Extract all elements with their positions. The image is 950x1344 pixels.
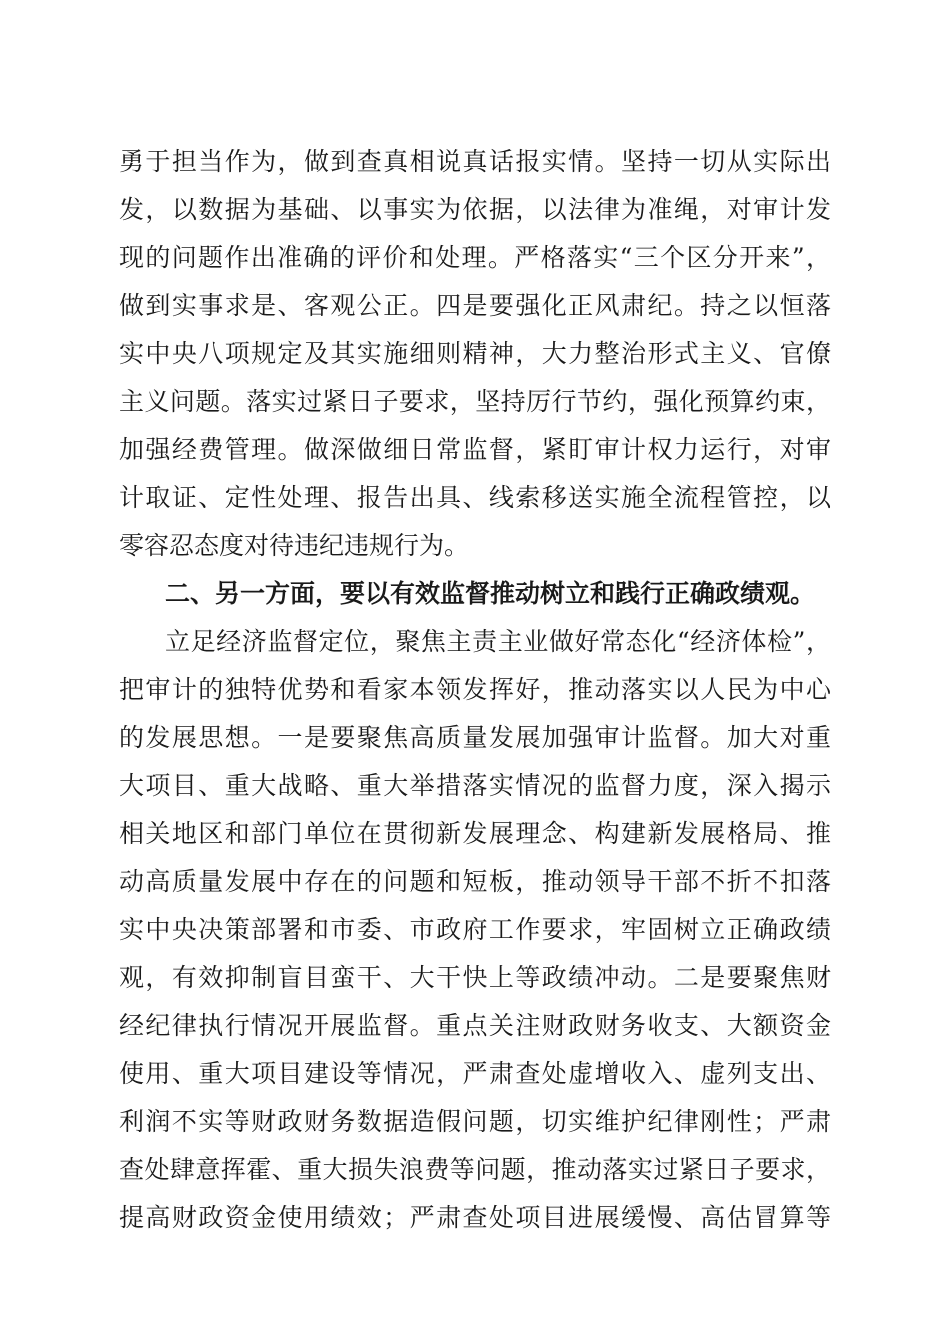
- text-line: 立足经济监督定位，聚焦主责主业做好常态化“经济体检”，: [165, 627, 831, 656]
- text-line: 查处肆意挥霍、重大损失浪费等问题，推动落实过紧日子要求，: [119, 1155, 831, 1184]
- text-line: 实中央八项规定及其实施细则精神，大力整治形式主义、官僚: [119, 339, 831, 368]
- text-line: 计取证、定性处理、报告出具、线索移送实施全流程管控，以: [119, 483, 831, 512]
- paragraph-1: [119, 138, 831, 570]
- text-line: 提高财政资金使用绩效；严肃查处项目进展缓慢、高估冒算等: [119, 1203, 831, 1232]
- text-line: 动高质量发展中存在的问题和短板，推动领导干部不折不扣落: [119, 867, 831, 896]
- text-line: 使用、重大项目建设等情况，严肃查处虚增收入、虚列支出、: [119, 1059, 831, 1088]
- document-body: [119, 138, 831, 1242]
- text-line: 经纪律执行情况开展监督。重点关注财政财务收支、大额资金: [119, 1011, 831, 1040]
- text-line: 主义问题。落实过紧日子要求，坚持厉行节约，强化预算约束，: [119, 387, 831, 416]
- text-line: 现的问题作出准确的评价和处理。严格落实“三个区分开来”，: [119, 243, 831, 272]
- text-line: 利润不实等财政财务数据造假问题，切实维护纪律刚性；严肃: [119, 1107, 831, 1136]
- text-line: 实中央决策部署和市委、市政府工作要求，牢固树立正确政绩: [119, 915, 831, 944]
- text-line: 加强经费管理。做深做细日常监督，紧盯审计权力运行，对审: [119, 435, 831, 464]
- text-line: 勇于担当作为，做到查真相说真话报实情。坚持一切从实际出: [119, 147, 831, 176]
- text-line: 大项目、重大战略、重大举措落实情况的监督力度，深入揭示: [119, 771, 831, 800]
- text-line: 相关地区和部门单位在贯彻新发展理念、构建新发展格局、推: [119, 819, 831, 848]
- text-line: 发，以数据为基础、以事实为依据，以法律为准绳，对审计发: [119, 195, 831, 224]
- text-line: 把审计的独特优势和看家本领发挥好，推动落实以人民为中心: [119, 675, 831, 704]
- text-line: 观，有效抑制盲目蛮干、大干快上等政绩冲动。二是要聚焦财: [119, 963, 831, 992]
- paragraph-2: [119, 618, 831, 1242]
- text-line: 的发展思想。一是要聚焦高质量发展加强审计监督。加大对重: [119, 723, 831, 752]
- text-line: 做到实事求是、客观公正。四是要强化正风肃纪。持之以恒落: [119, 291, 831, 320]
- text-line: 零容忍态度对待违纪违规行为。: [119, 531, 470, 560]
- section-heading: 二、另一方面，要以有效监督推动树立和践行正确政绩观。: [165, 579, 816, 608]
